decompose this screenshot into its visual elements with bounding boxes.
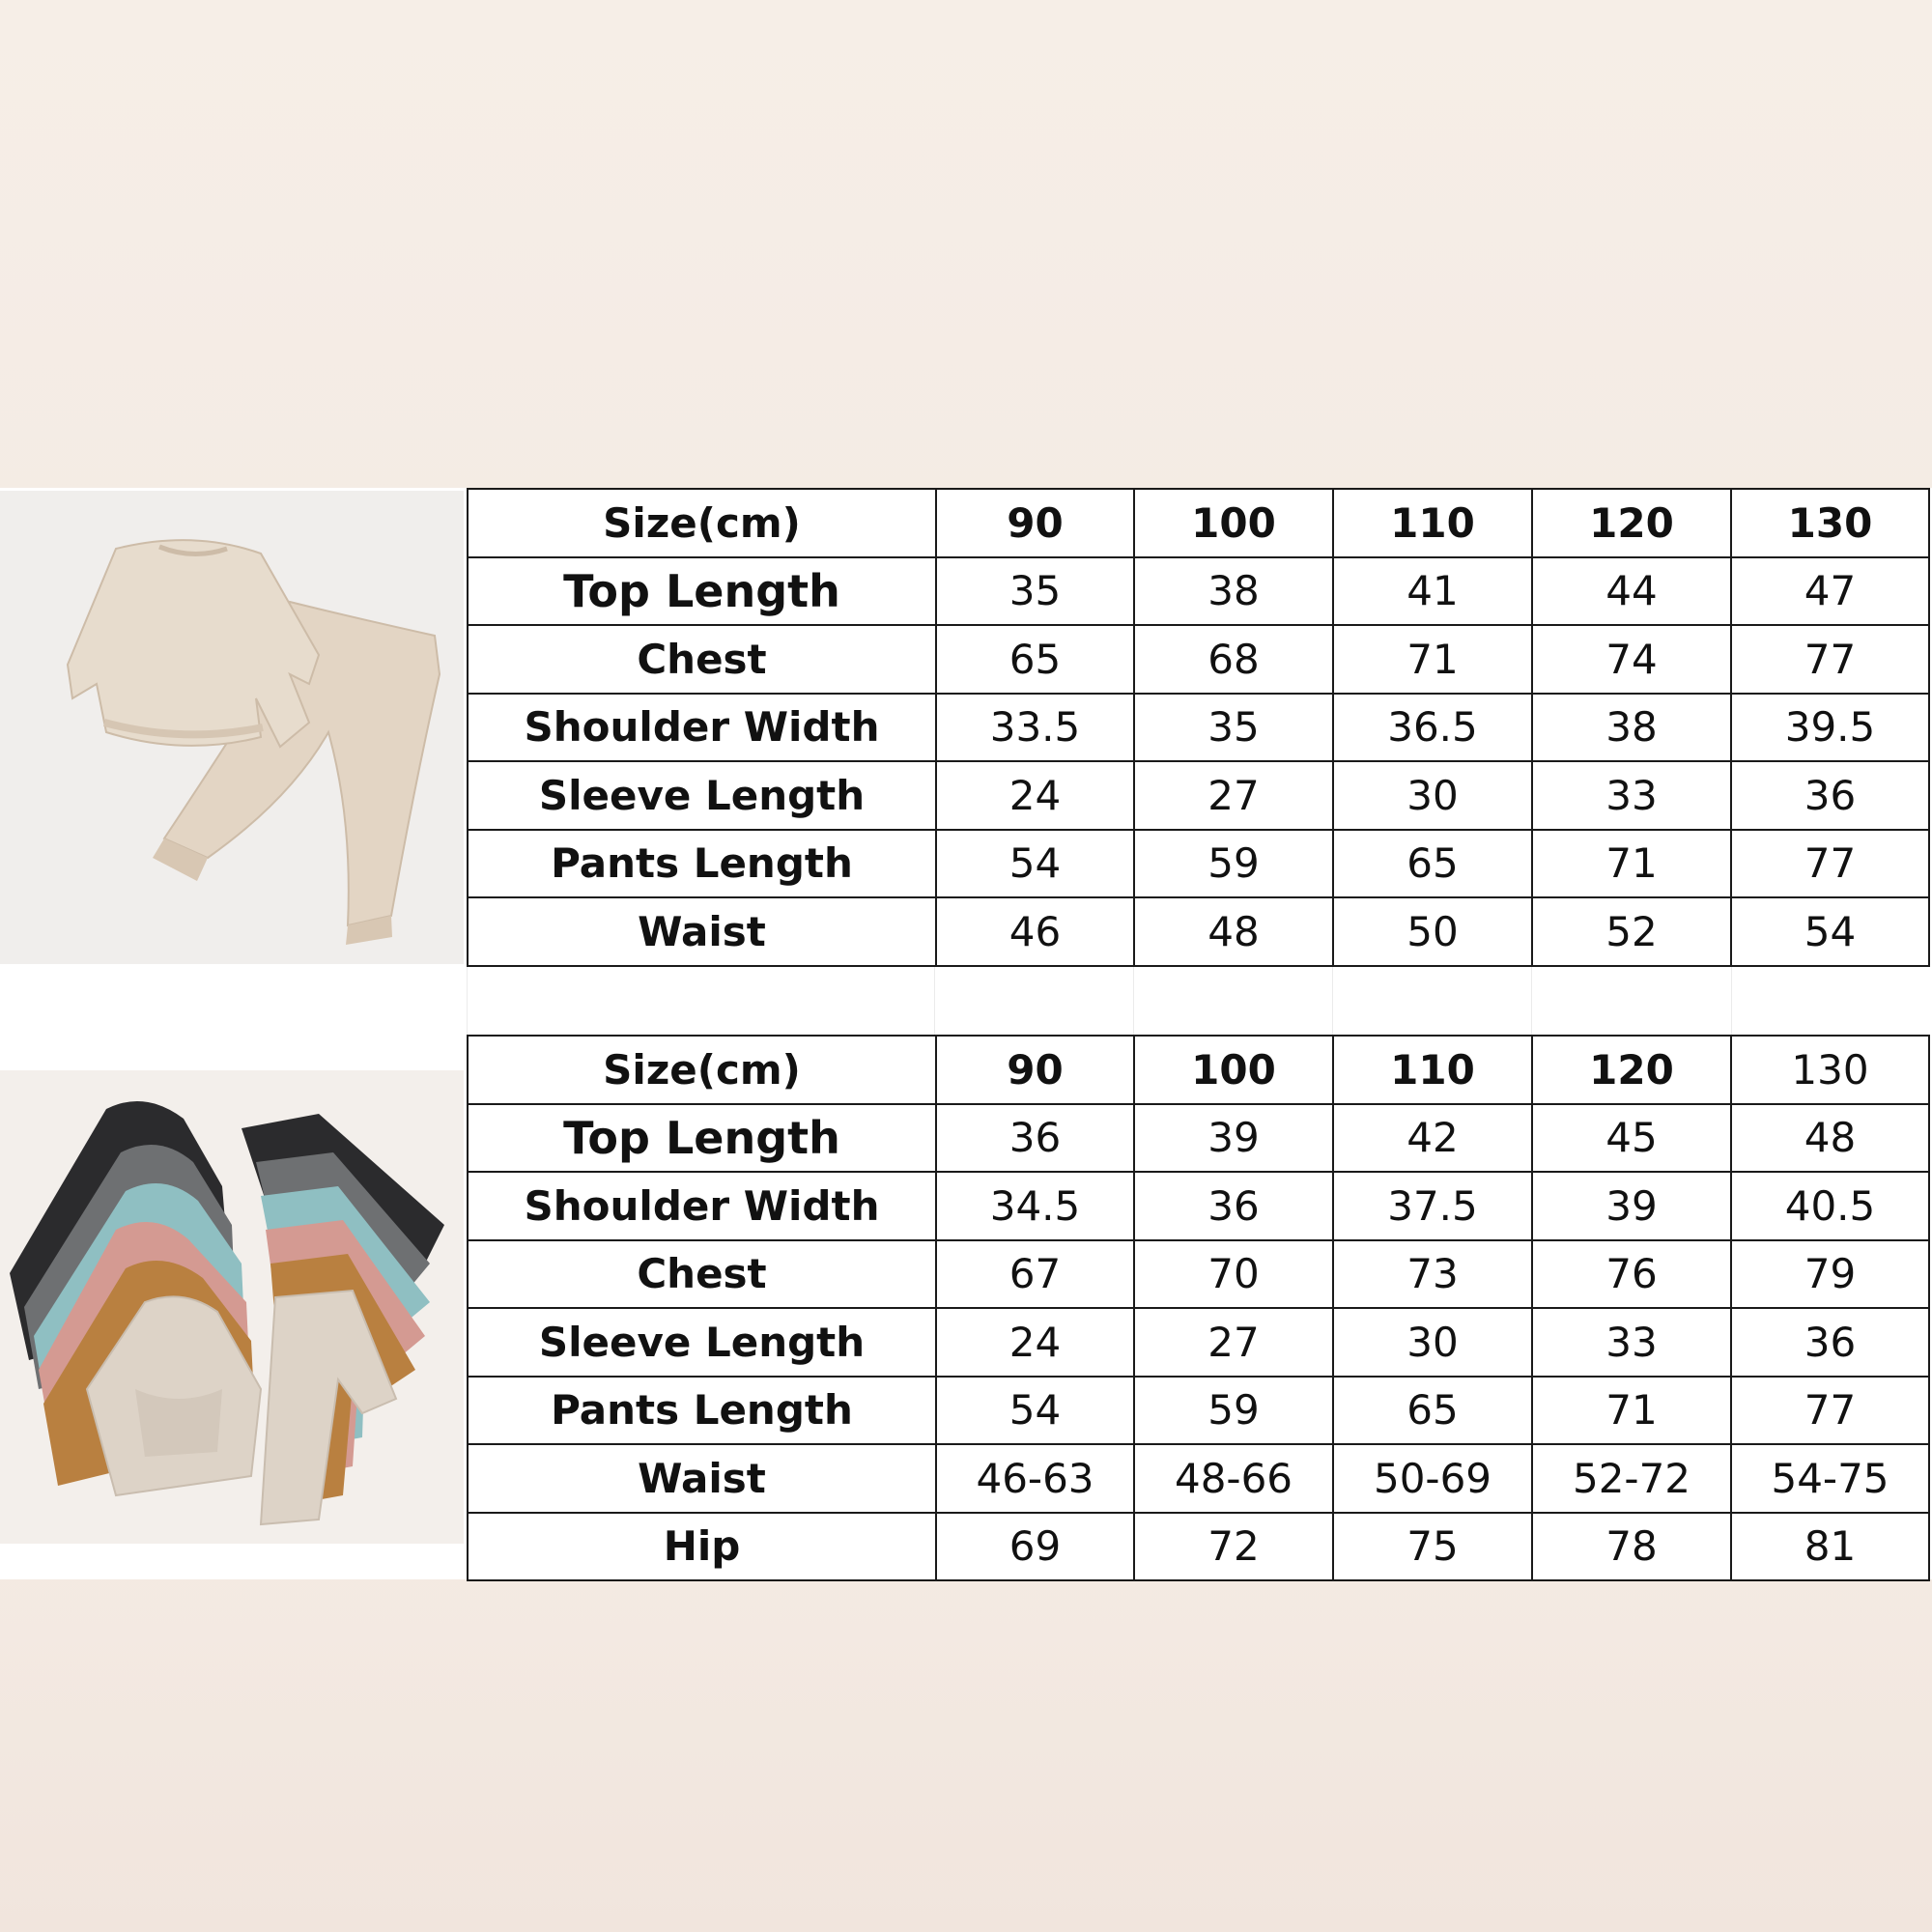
header-size-130: 130	[1731, 489, 1929, 557]
table-cell: 77	[1731, 625, 1929, 694]
table-cell: 54-75	[1731, 1444, 1929, 1513]
table-cell: 27	[1134, 761, 1333, 830]
table-cell: 65	[936, 625, 1134, 694]
table-row	[468, 1444, 1929, 1513]
header-size-90: 90	[936, 1036, 1134, 1104]
table-cell: 39	[1532, 1172, 1731, 1240]
table-cell: 40.5	[1731, 1172, 1929, 1240]
table-header-row	[468, 1036, 1929, 1104]
table-cell: 69	[936, 1513, 1134, 1581]
table-cell: 78	[1532, 1513, 1731, 1581]
table-cell: 54	[936, 1377, 1134, 1445]
size-table-hoodie-set	[467, 1035, 1930, 1581]
table-cell: 67	[936, 1240, 1134, 1309]
table-row	[468, 557, 1929, 626]
table-cell: 38	[1134, 557, 1333, 626]
row-label: Pants Length	[468, 830, 936, 898]
row-label: Shoulder Width	[468, 694, 936, 762]
header-size-100: 100	[1134, 489, 1333, 557]
table-row	[468, 1377, 1929, 1445]
header-size-130: 130	[1731, 1036, 1929, 1104]
product-photo-beige-set	[0, 491, 464, 964]
row-label: Sleeve Length	[468, 761, 936, 830]
table-cell: 52-72	[1532, 1444, 1731, 1513]
table-cell: 71	[1532, 1377, 1731, 1445]
table-cell: 71	[1532, 830, 1731, 898]
table-cell: 47	[1731, 557, 1929, 626]
header-size-110: 110	[1333, 1036, 1532, 1104]
table-cell: 52	[1532, 897, 1731, 966]
table-header-row	[468, 489, 1929, 557]
table-cell: 36	[1134, 1172, 1333, 1240]
table-row	[468, 625, 1929, 694]
header-size-110: 110	[1333, 489, 1532, 557]
table-cell: 72	[1134, 1513, 1333, 1581]
table-cell: 71	[1333, 625, 1532, 694]
product-photo-hoodie-sets	[0, 1070, 464, 1544]
table-cell: 74	[1532, 625, 1731, 694]
table-row	[468, 1172, 1929, 1240]
table-cell: 24	[936, 761, 1134, 830]
row-label: Sleeve Length	[468, 1308, 936, 1377]
table-cell: 79	[1731, 1240, 1929, 1309]
table-cell: 77	[1731, 1377, 1929, 1445]
table-cell: 59	[1134, 830, 1333, 898]
header-size-90: 90	[936, 489, 1134, 557]
table-row	[468, 897, 1929, 966]
header-size-100: 100	[1134, 1036, 1333, 1104]
table-cell: 48	[1134, 897, 1333, 966]
table-row	[468, 694, 1929, 762]
table-cell: 33	[1532, 1308, 1731, 1377]
size-table-sweatshirt-set	[467, 488, 1930, 967]
table-cell: 75	[1333, 1513, 1532, 1581]
table-cell: 36	[1731, 1308, 1929, 1377]
table-spacer	[467, 967, 1928, 1035]
table-cell: 41	[1333, 557, 1532, 626]
table-cell: 30	[1333, 761, 1532, 830]
table-cell: 81	[1731, 1513, 1929, 1581]
table-cell: 37.5	[1333, 1172, 1532, 1240]
table-row	[468, 761, 1929, 830]
header-size-120: 120	[1532, 489, 1731, 557]
table-cell: 30	[1333, 1308, 1532, 1377]
table-row	[468, 1104, 1929, 1173]
table-row	[468, 1513, 1929, 1581]
table-row	[468, 830, 1929, 898]
table-cell: 68	[1134, 625, 1333, 694]
table-cell: 36.5	[1333, 694, 1532, 762]
row-label: Pants Length	[468, 1377, 936, 1445]
row-label: Waist	[468, 1444, 936, 1513]
table-cell: 54	[1731, 897, 1929, 966]
table-cell: 33	[1532, 761, 1731, 830]
row-label: Shoulder Width	[468, 1172, 936, 1240]
table-cell: 73	[1333, 1240, 1532, 1309]
row-label: Chest	[468, 625, 936, 694]
table-cell: 46-63	[936, 1444, 1134, 1513]
row-label: Hip	[468, 1513, 936, 1581]
table-cell: 24	[936, 1308, 1134, 1377]
table-cell: 33.5	[936, 694, 1134, 762]
header-size-label: Size(cm)	[468, 489, 936, 557]
table-row	[468, 1240, 1929, 1309]
table-cell: 36	[936, 1104, 1134, 1173]
table-cell: 44	[1532, 557, 1731, 626]
table-cell: 54	[936, 830, 1134, 898]
row-label: Top Length	[468, 557, 936, 626]
table-cell: 48-66	[1134, 1444, 1333, 1513]
table-cell: 35	[936, 557, 1134, 626]
table-cell: 77	[1731, 830, 1929, 898]
table-cell: 38	[1532, 694, 1731, 762]
table-cell: 34.5	[936, 1172, 1134, 1240]
header-size-120: 120	[1532, 1036, 1731, 1104]
table-cell: 35	[1134, 694, 1333, 762]
header-size-label: Size(cm)	[468, 1036, 936, 1104]
row-label: Chest	[468, 1240, 936, 1309]
table-cell: 27	[1134, 1308, 1333, 1377]
table-cell: 70	[1134, 1240, 1333, 1309]
row-label: Waist	[468, 897, 936, 966]
table-cell: 65	[1333, 830, 1532, 898]
table-cell: 48	[1731, 1104, 1929, 1173]
table-cell: 46	[936, 897, 1134, 966]
table-row	[468, 1308, 1929, 1377]
table-cell: 45	[1532, 1104, 1731, 1173]
table-cell: 59	[1134, 1377, 1333, 1445]
row-label: Top Length	[468, 1104, 936, 1173]
table-cell: 39.5	[1731, 694, 1929, 762]
table-cell: 42	[1333, 1104, 1532, 1173]
table-cell: 36	[1731, 761, 1929, 830]
table-cell: 76	[1532, 1240, 1731, 1309]
table-cell: 39	[1134, 1104, 1333, 1173]
table-cell: 50-69	[1333, 1444, 1532, 1513]
table-cell: 50	[1333, 897, 1532, 966]
table-cell: 65	[1333, 1377, 1532, 1445]
